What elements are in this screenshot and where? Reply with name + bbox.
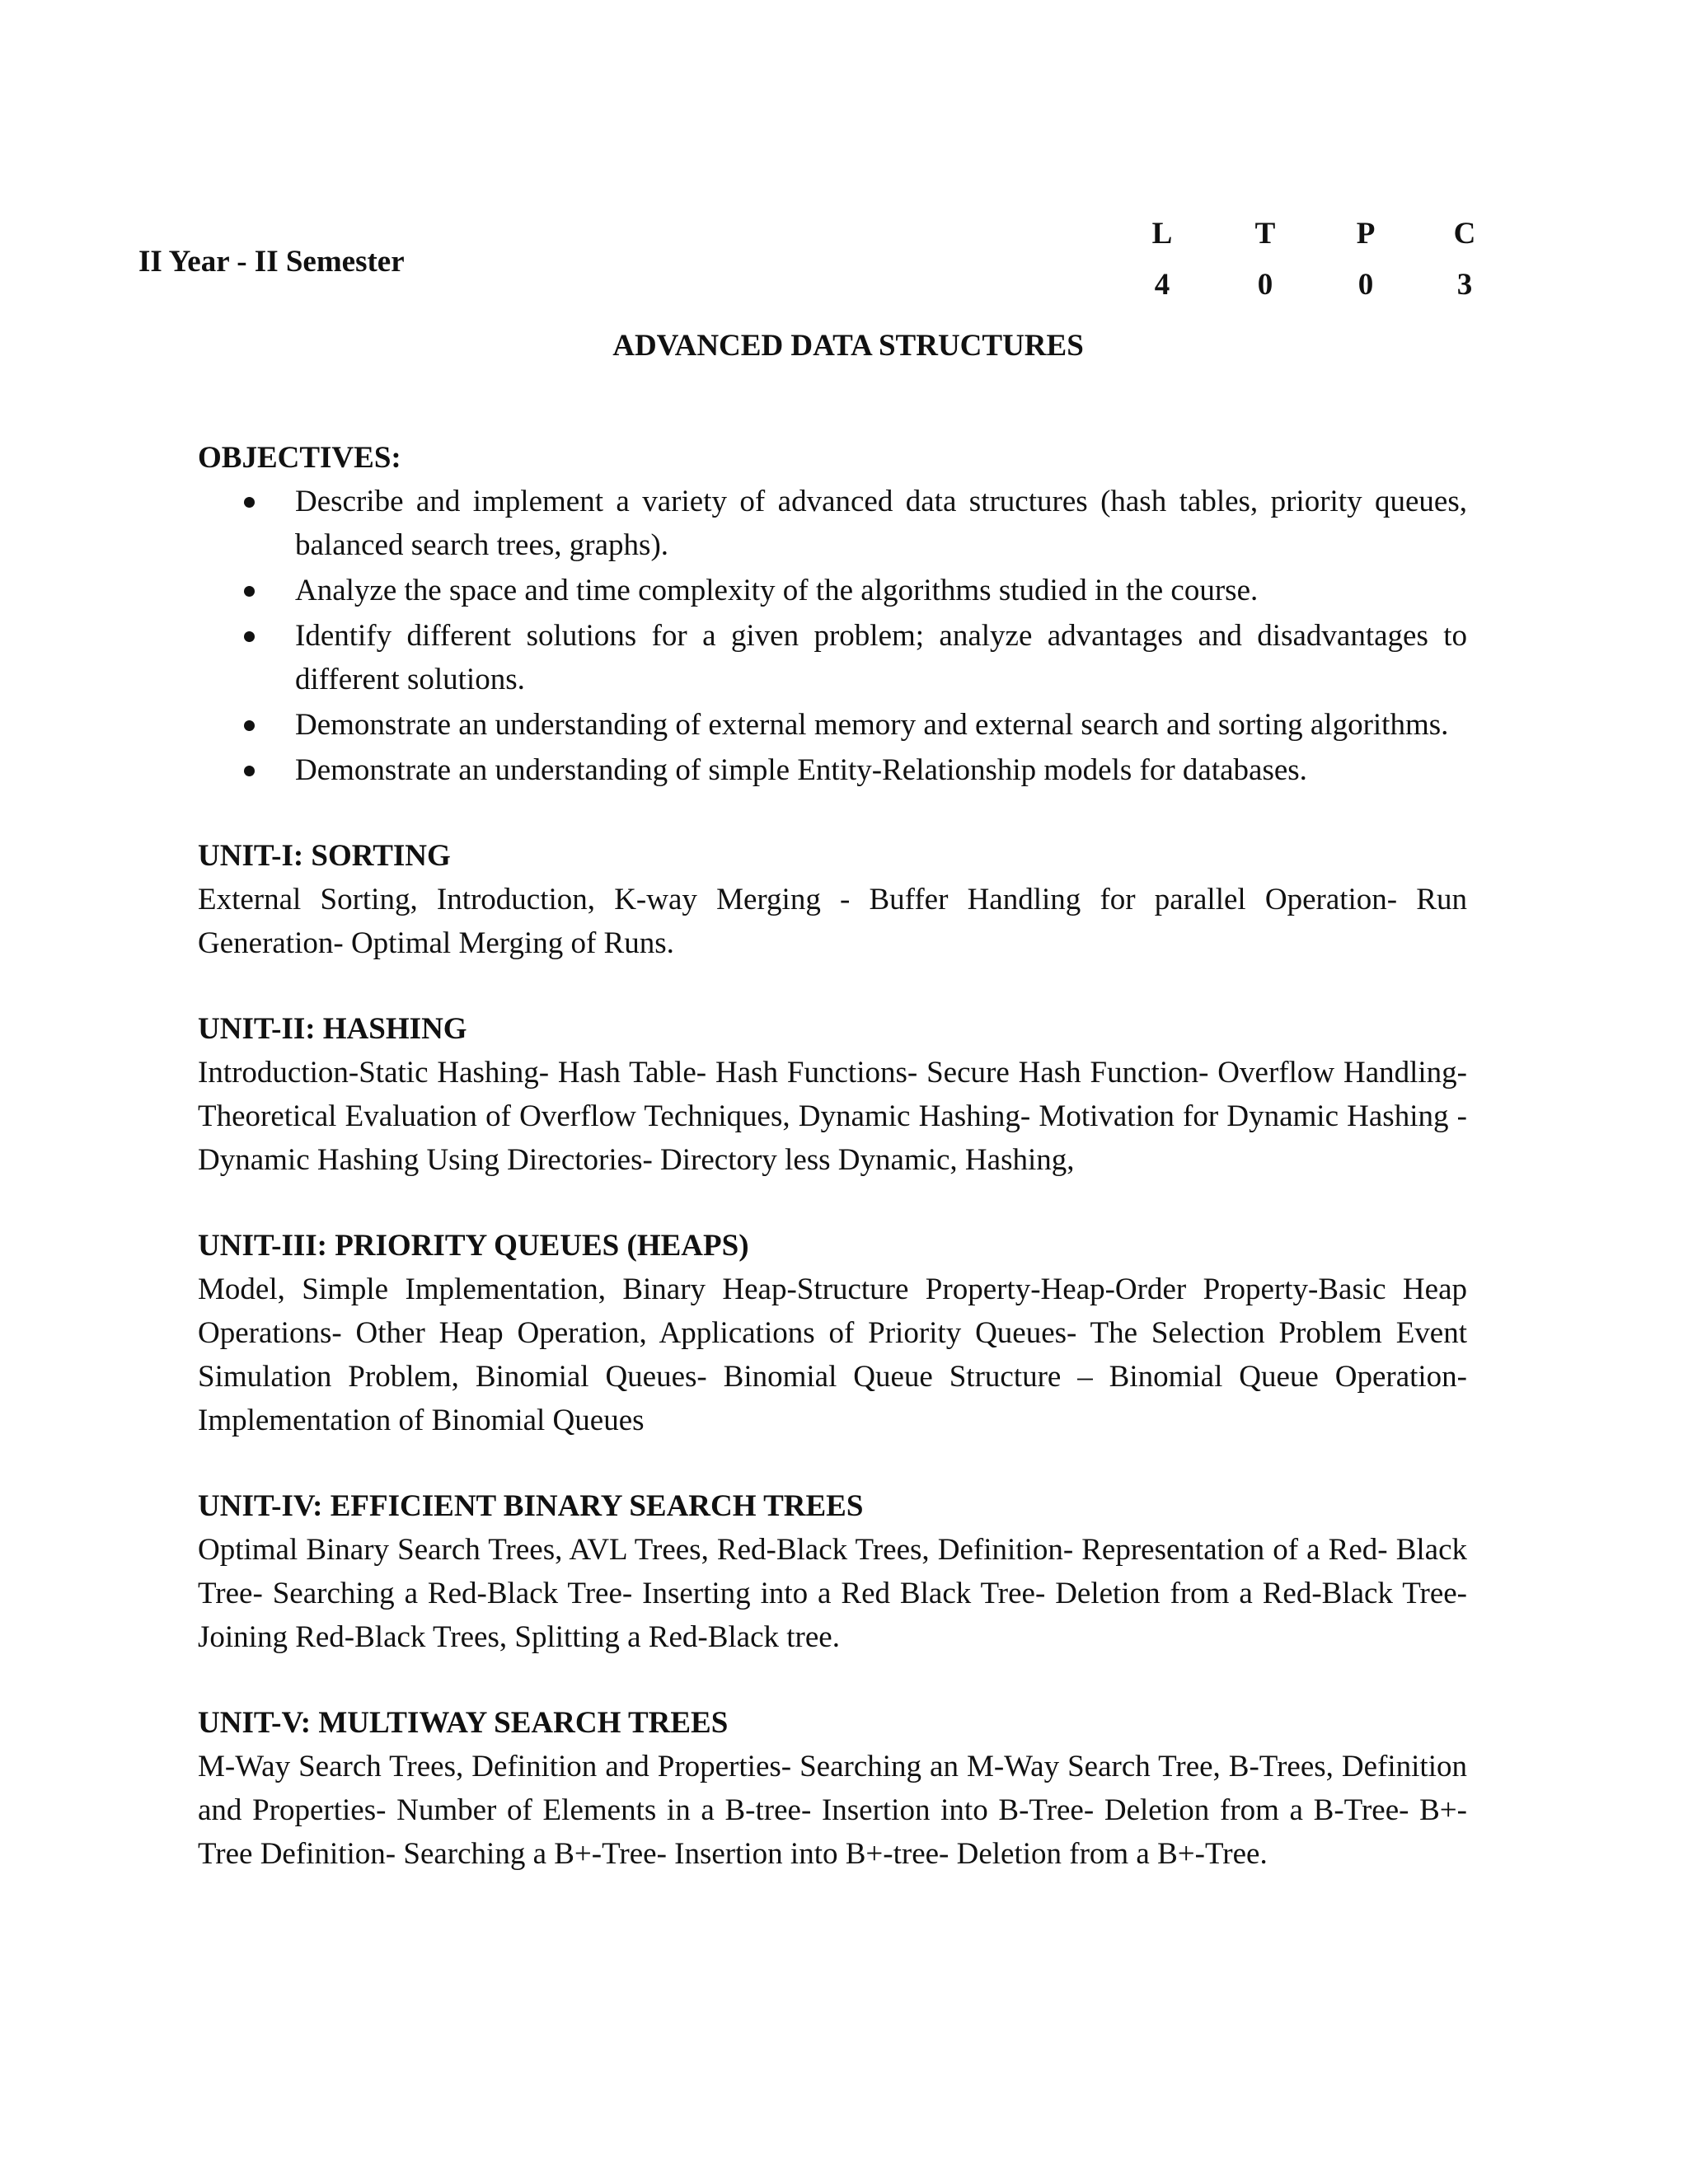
objective-text: Demonstrate an understanding of external memory and external search and sorting algorithms. <box>295 708 1449 742</box>
ltpc-label-c: C <box>1453 217 1476 251</box>
objective-item <box>198 480 1467 567</box>
ltpc-value-l: 4 <box>1154 268 1170 302</box>
year-semester: II Year - II Semester <box>138 245 405 279</box>
objective-item <box>198 703 1467 747</box>
bullet-icon <box>244 497 255 508</box>
objective-item <box>198 748 1467 792</box>
bullet-icon <box>244 586 255 597</box>
ltpc-label-p: P <box>1356 217 1376 251</box>
unit-1-heading: UNIT-I: SORTING <box>198 839 451 873</box>
unit-4-heading: UNIT-IV: EFFICIENT BINARY SEARCH TREES <box>198 1489 864 1523</box>
syllabus-content <box>198 437 1467 1919</box>
objective-text: Demonstrate an understanding of simple Entity-Relationship models for databases. <box>295 753 1307 787</box>
unit-1-text: External Sorting, Introduction, K-way Merging - Buffer Handling for parallel Operation- Run Generation- Optimal Merging of Runs. <box>198 883 1467 960</box>
ltpc-labels-row <box>1137 216 1500 267</box>
objective-item <box>198 569 1467 612</box>
objectives-list <box>198 480 1467 792</box>
course-title: ADVANCED DATA STRUCTURES <box>612 329 1084 363</box>
ltpc-value-c: 3 <box>1456 268 1473 302</box>
objectives-heading: OBJECTIVES: <box>198 441 401 475</box>
bullet-icon <box>244 631 255 642</box>
ltpc-values-row <box>1137 267 1500 318</box>
unit-1-section <box>198 835 1467 965</box>
unit-3-text: Model, Simple Implementation, Binary Heap-Structure Property-Heap-Order Property-Basic Heap Operations- Other Heap Operation, Applications of Priority Queues- The Selection Problem Event Simulation Problem, Binomial Queues- Binomial Queue Structure – Binomial Queue Operation- Implementation of Binomial Queues <box>198 1272 1467 1437</box>
unit-5-text: M-Way Search Trees, Definition and Properties- Searching an M-Way Search Tree, B-Trees, Definition and Properties- Number of Elements in a B-tree- Insertion into B-Tree- Deletion from a B-Tree- B+-Tree Definition- Searching a B+-Tree- Insertion into B+-tree- Deletion from a B+-Tree. <box>198 1750 1467 1871</box>
ltpc-value-p: 0 <box>1357 268 1374 302</box>
ltpc-label-l: L <box>1151 217 1173 251</box>
unit-2-heading: UNIT-II: HASHING <box>198 1012 467 1046</box>
unit-4-section <box>198 1485 1467 1659</box>
bullet-icon <box>244 766 255 776</box>
unit-2-text: Introduction-Static Hashing- Hash Table- Hash Functions- Secure Hash Function- Overflow Handling- Theoretical Evaluation of Overflow Techniques, Dynamic Hashing- Motivation for Dynamic Hashing -Dynamic Hashing Using Directories- Directory less Dynamic, Hashing, <box>198 1056 1467 1177</box>
objective-text: Identify different solutions for a given problem; analyze advantages and disadvantages to different solutions. <box>295 619 1467 696</box>
unit-3-heading: UNIT-III: PRIORITY QUEUES (HEAPS) <box>198 1229 749 1263</box>
objective-text: Analyze the space and time complexity of the algorithms studied in the course. <box>295 574 1259 607</box>
ltpc-value-t: 0 <box>1257 268 1273 302</box>
objectives-section <box>198 437 1467 792</box>
objective-item <box>198 614 1467 701</box>
ltpc-table <box>1137 216 1500 318</box>
unit-5-section <box>198 1702 1467 1876</box>
unit-5-heading: UNIT-V: MULTIWAY SEARCH TREES <box>198 1706 729 1740</box>
unit-3-section <box>198 1225 1467 1442</box>
unit-2-section <box>198 1008 1467 1182</box>
unit-4-text: Optimal Binary Search Trees, AVL Trees, Red-Black Trees, Definition- Representation of a Red- Black Tree- Searching a Red-Black Tree- Inserting into a Red Black Tree- Deletion from a Red-Black Tree- Joining Red-Black Trees, Splitting a Red-Black tree. <box>198 1533 1467 1654</box>
ltpc-label-t: T <box>1254 217 1276 251</box>
bullet-icon <box>244 720 255 731</box>
objective-text: Describe and implement a variety of advanced data structures (hash tables, priority queues, balanced search trees, graphs). <box>295 485 1467 562</box>
